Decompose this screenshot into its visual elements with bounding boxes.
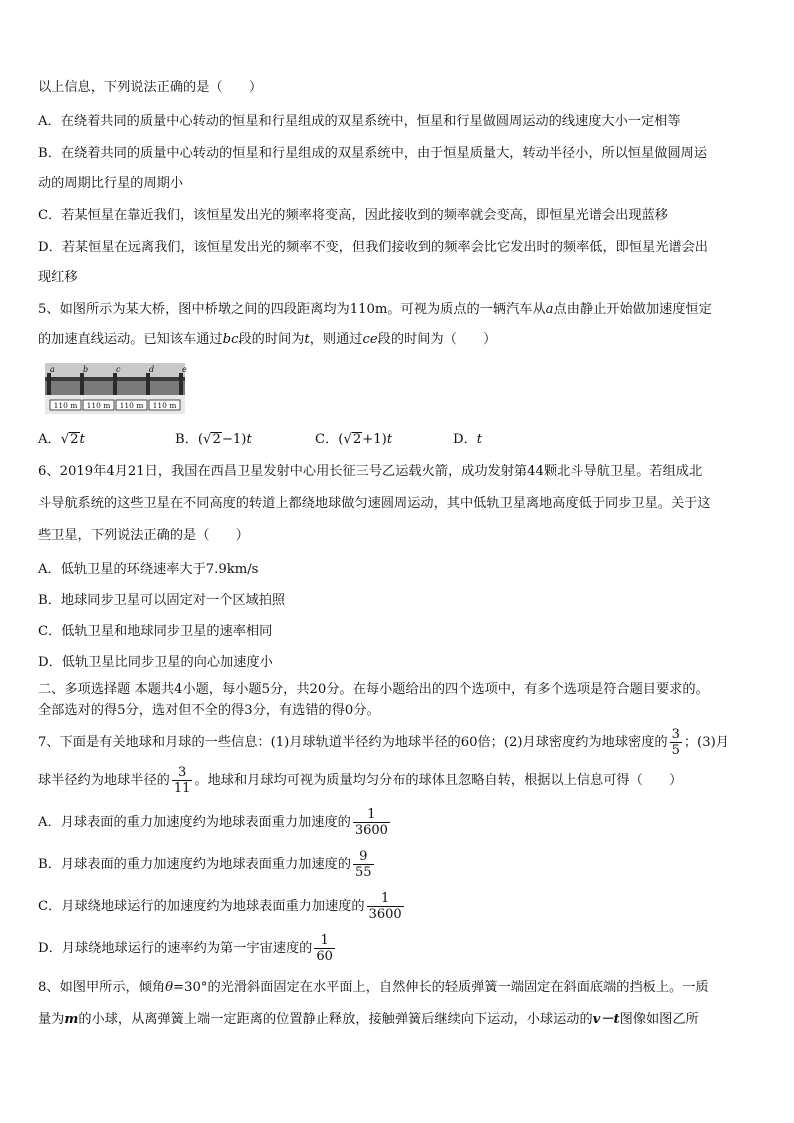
q8-var-theta: θ (165, 980, 174, 995)
segment-label: 110 m (53, 401, 78, 410)
bridge-pier (47, 373, 51, 397)
fraction: $\frac{3}{5}$ (671, 727, 680, 758)
q8-var-m: m (64, 1012, 79, 1027)
point-label: a (50, 365, 55, 374)
section2-heading-line2: 全部选对的得5分，选对但不全的得3分，有选错的得0分。 (38, 703, 380, 718)
q7-stem-line1: 7、下面是有关地球和月球的一些信息：(1)月球轨道半径约为地球半径的60倍；(2)月球密度约为地球密度的 $\frac{3}{5}$ ；(3)月 (38, 727, 729, 758)
fraction: $\frac{1}{3600}$ (354, 807, 388, 838)
q5-option-c: C．(√2+1)t (315, 432, 393, 447)
q4-option-c: C．若某恒星在靠近我们，该恒星发出光的频率将变高，因此接收到的频率就会变高，即恒星光谱会出现蓝移 (38, 208, 668, 223)
bridge-pier (113, 373, 117, 397)
fraction: $\frac{1}{3600}$ (368, 891, 402, 922)
q5-text: 段的时间为（ ） (377, 332, 497, 347)
q8-var-vt: v－t (592, 1012, 620, 1027)
q5-stem-line1 (38, 300, 712, 320)
fraction: $\frac{1}{60}$ (316, 933, 333, 964)
q7-stem-line2: 球半径约为地球半径的 $\frac{3}{11}$ 。地球和月球均可视为质量均匀分布的球体且忽略自转，根据以上信息可得（ ） (38, 765, 683, 796)
q7-option-c: C．月球绕地球运行的加速度约为地球表面重力加速度的 $\frac{1}{3600}$ (38, 891, 402, 922)
segment-label: 110 m (86, 401, 111, 410)
q4-option-d-line1: D．若某恒星在远离我们，该恒星发出光的频率不变，但我们接收到的频率会比它发出时的频率低，即恒星光谱会出 (38, 240, 708, 255)
fraction: $\frac{9}{55}$ (355, 849, 372, 880)
point-label: e (182, 365, 187, 374)
q6-option-c: C．低轨卫星和地球同步卫星的速率相同 (38, 624, 273, 639)
q4-option-d-line2: 现红移 (38, 270, 78, 285)
q5-var-bc: bc (222, 332, 239, 347)
q6-option-d: D．低轨卫星比同步卫星的向心加速度小 (38, 655, 273, 670)
bridge-pier (80, 373, 84, 397)
q8-stem-line1: 8、如图甲所示，倾角θ=30°的光滑斜面固定在水平面上，自然伸长的轻质弹簧一端固定在斜面底端的挡板上。一质 (38, 980, 709, 995)
point-label: d (149, 365, 155, 374)
q5-text: 5、如图所示为某大桥，图中桥墩之间的四段距离均为110m。可视为质点的一辆汽车从 (38, 302, 546, 317)
q4-option-b-line1: B．在绕着共同的质量中心转动的恒星和行星组成的双星系统中，由于恒星质量大，转动半径小，所以恒星做圆周运 (38, 146, 708, 161)
q6-option-b: B．地球同步卫星可以固定对一个区域拍照 (38, 593, 286, 608)
q5-option-a: A．√2t (38, 432, 85, 447)
q5-text: 段的时间为 (238, 332, 305, 347)
q6-option-a: A．低轨卫星的环绕速率大于7.9km/s (38, 562, 259, 577)
q6-stem-line1: 6、2019年4月21日，我国在西昌卫星发射中心用长征三号乙运载火箭，成功发射第44颗北斗导航卫星。若组成北 (38, 464, 703, 479)
q5-var-a: a (545, 302, 554, 317)
q5-var-t: t (304, 332, 310, 347)
bridge-pier (179, 373, 183, 397)
q7-option-d: D．月球绕地球运行的速率约为第一宇宙速度的 $\frac{1}{60}$ (38, 933, 333, 964)
q5-text: 的加速直线运动。已知该车通过 (38, 332, 223, 347)
q6-stem-line2: 斗导航系统的这些卫星在不同高度的转道上都绕地球做匀速圆周运动，其中低轨卫星离地高度低于同步卫星。关于这 (38, 496, 711, 511)
q4-option-a: A．在绕着共同的质量中心转动的恒星和行星组成的双星系统中，恒星和行星做圆周运动的线速度大小一定相等 (38, 114, 681, 129)
q5-text: ，则通过 (309, 332, 363, 347)
q7-option-a: A．月球表面的重力加速度约为地球表面重力加速度的 $\frac{1}{3600}$ (38, 807, 388, 838)
q4-option-b-line2: 动的周期比行星的周期小 (38, 176, 184, 191)
segment-label: 110 m (152, 401, 177, 410)
q7-option-b: B．月球表面的重力加速度约为地球表面重力加速度的 $\frac{9}{55}$ (38, 849, 372, 880)
q5-option-d: D．t (453, 432, 483, 447)
q5-option-b: B．(√2−1)t (175, 432, 252, 447)
segment-label: 110 m (119, 401, 144, 410)
q5-var-ce: ce (362, 332, 378, 347)
section2-heading-line1: 二、多项选择题 本题共4小题，每小题5分，共20分。在每小题给出的四个选项中，有多个选项是符合题目要求的。 (38, 682, 709, 697)
q5-stem-line2 (38, 330, 496, 350)
fraction: $\frac{3}{11}$ (173, 765, 191, 796)
q8-stem-line2: 量为m的小球，从离弹簧上端一定距离的位置静止释放，接触弹簧后继续向下运动，小球运动的v－t图像如图乙所 (38, 1012, 699, 1027)
q4-stem-end: 以上信息，下列说法正确的是（ ） (38, 80, 263, 95)
bridge-pier (146, 373, 150, 397)
q5-bridge-figure (45, 363, 185, 414)
q6-stem-line3: 些卫星，下列说法正确的是（ ） (38, 528, 249, 543)
point-label: c (116, 365, 121, 374)
point-label: b (83, 365, 89, 374)
q5-text: 点由静止开始做加速度恒定 (553, 302, 712, 317)
